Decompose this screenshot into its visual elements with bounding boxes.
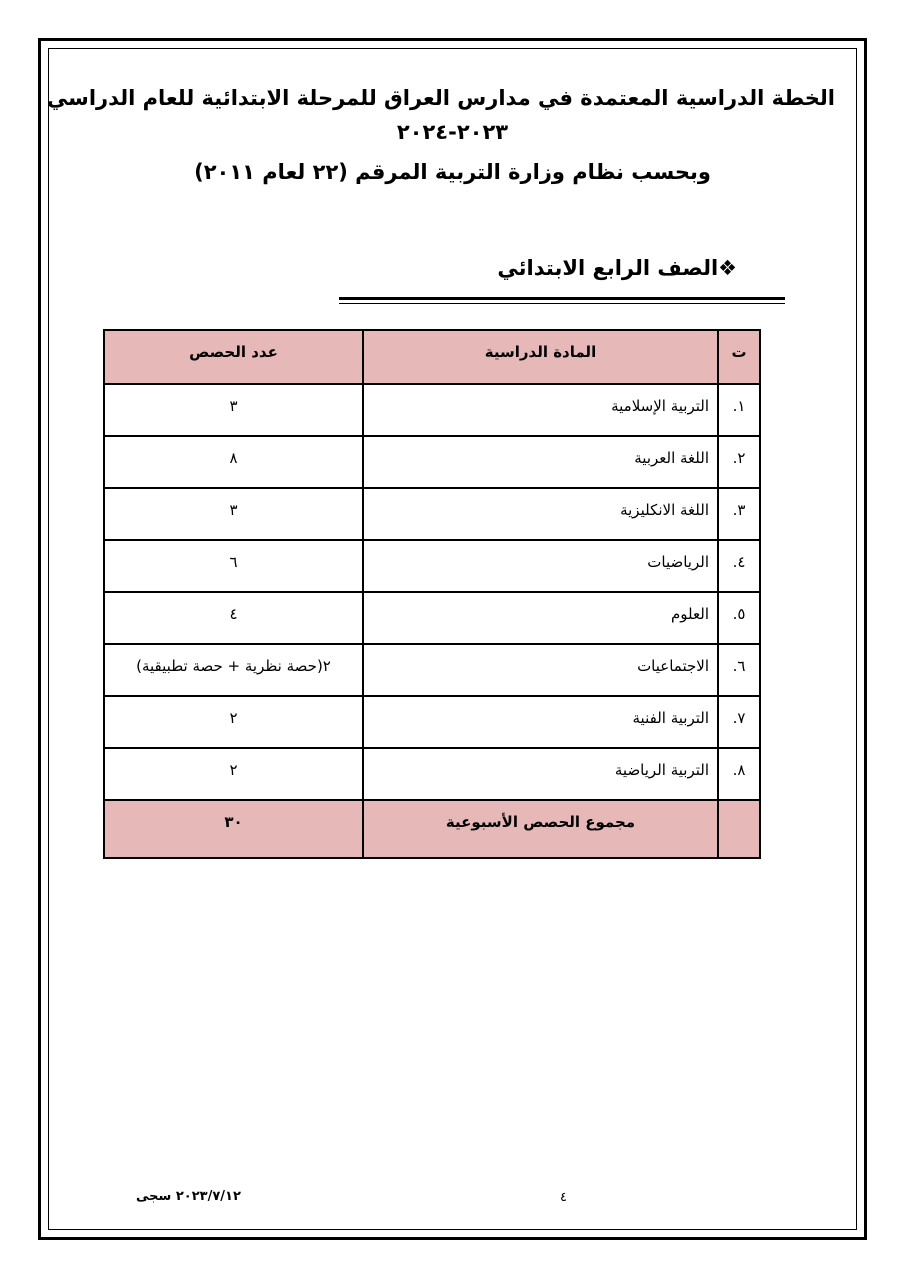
row-subject: التربية الرياضية xyxy=(363,748,718,800)
row-num: ٦. xyxy=(718,644,760,696)
row-count: ٨ xyxy=(104,436,363,488)
table-row xyxy=(104,540,760,592)
diamond-bullet-icon: ❖ xyxy=(718,256,737,280)
section-underline-thick xyxy=(339,297,785,300)
row-num: ٤. xyxy=(718,540,760,592)
row-subject: العلوم xyxy=(363,592,718,644)
row-subject: الاجتماعيات xyxy=(363,644,718,696)
page-number: ٤ xyxy=(560,1190,567,1205)
row-count: ٦ xyxy=(104,540,363,592)
section-heading xyxy=(497,256,737,280)
total-label: مجموع الحصص الأسبوعية xyxy=(363,800,718,858)
table-row xyxy=(104,592,760,644)
table-total-row xyxy=(104,800,760,858)
document-title-line3: وبحسب نظام وزارة التربية المرقم (٢٢ لعام ٢٠١١) xyxy=(194,160,711,184)
row-num: ٣. xyxy=(718,488,760,540)
table-row xyxy=(104,436,760,488)
table-row xyxy=(104,384,760,436)
row-subject: التربية الفنية xyxy=(363,696,718,748)
row-subject: اللغة العربية xyxy=(363,436,718,488)
header-num: ت xyxy=(718,330,760,384)
row-num: ٧. xyxy=(718,696,760,748)
document-title-line1: الخطة الدراسية المعتمدة في مدارس العراق للمرحلة الابتدائية للعام الدراسي xyxy=(46,86,835,110)
row-subject: الرياضيات xyxy=(363,540,718,592)
row-count: ٣ xyxy=(104,384,363,436)
table-row xyxy=(104,696,760,748)
row-subject: اللغة الانكليزية xyxy=(363,488,718,540)
row-count: ٢ xyxy=(104,748,363,800)
row-num: ١. xyxy=(718,384,760,436)
row-num: ٢. xyxy=(718,436,760,488)
row-count: ٢(حصة نظرية + حصة تطبيقية) xyxy=(104,644,363,696)
study-plan-table xyxy=(103,329,761,859)
section-underline-thin xyxy=(339,303,785,304)
total-count: ٣٠ xyxy=(104,800,363,858)
row-count: ٣ xyxy=(104,488,363,540)
row-count: ٢ xyxy=(104,696,363,748)
row-num: ٥. xyxy=(718,592,760,644)
table-row xyxy=(104,644,760,696)
row-num: ٨. xyxy=(718,748,760,800)
section-title: الصف الرابع الابتدائي xyxy=(497,256,719,280)
header-subject: المادة الدراسية xyxy=(363,330,718,384)
table-header-row xyxy=(104,330,760,384)
table-row xyxy=(104,748,760,800)
row-count: ٤ xyxy=(104,592,363,644)
header-count: عدد الحصص xyxy=(104,330,363,384)
total-num xyxy=(718,800,760,858)
footer-signature: ٢٠٢٣/٧/١٢ سجى xyxy=(136,1189,241,1204)
document-title-year: ٢٠٢٣-٢٠٢٤ xyxy=(396,120,509,144)
row-subject: التربية الإسلامية xyxy=(363,384,718,436)
table-row xyxy=(104,488,760,540)
